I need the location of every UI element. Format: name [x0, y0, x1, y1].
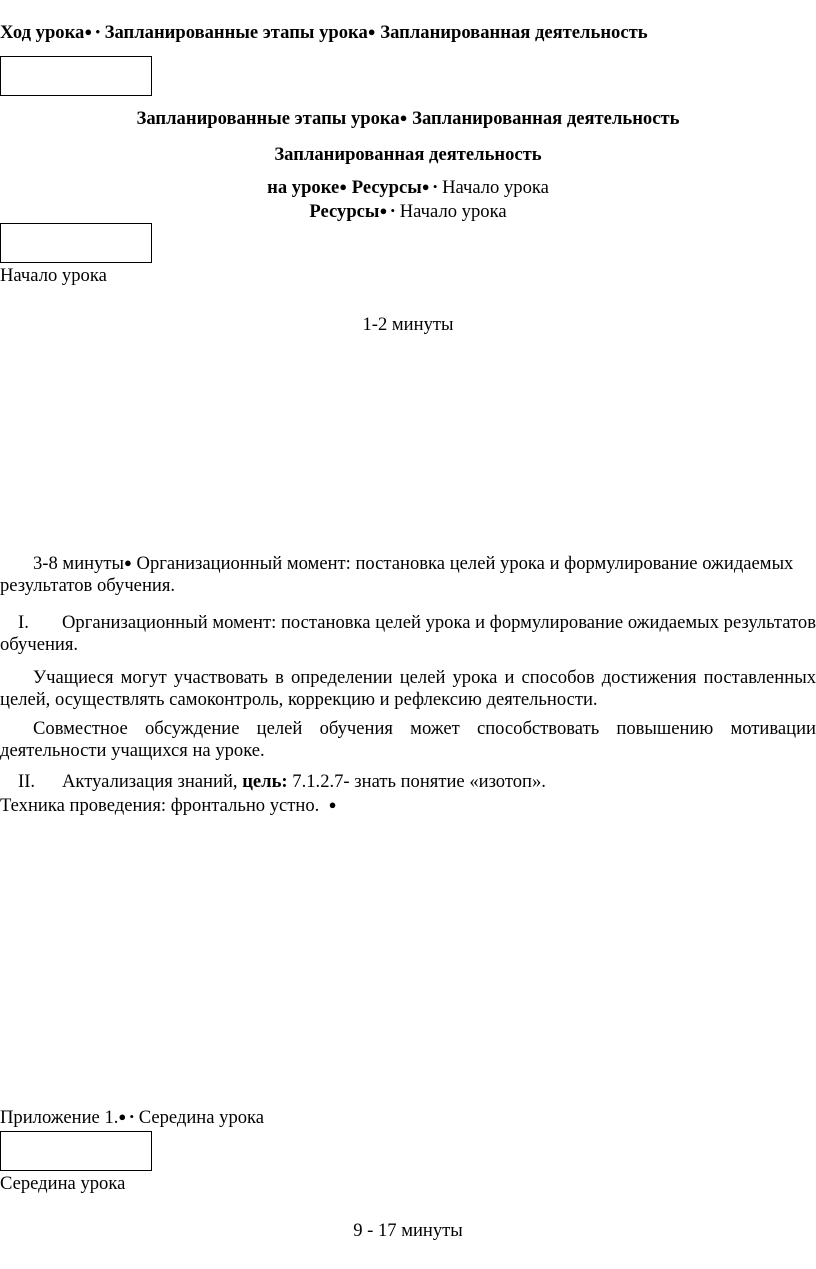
item-ii-text: Актуализация знаний, — [62, 771, 238, 792]
resources-line-2 — [0, 201, 816, 223]
item-ii — [0, 771, 546, 793]
item-i-number: I. — [18, 612, 29, 633]
bullet-icon: ● — [339, 179, 348, 194]
resources2-part2: Начало урока — [399, 201, 507, 222]
bullet-icon: ● — [124, 555, 132, 570]
header-part2: Запланированные этапы урока — [104, 22, 368, 43]
empty-frame — [0, 1131, 152, 1171]
item-i — [0, 612, 816, 657]
appendix-line — [0, 1107, 264, 1129]
bullet-icon: ● • — [118, 1109, 135, 1124]
paragraph-discussion: Совместное обсуждение целей обучения может способствовать повышению мотивации деятельности учащихся на уроке. — [0, 718, 816, 762]
paragraph-3-8 — [0, 553, 816, 598]
bullet-icon: ● • — [421, 179, 438, 194]
paragraph-3-8-text: Организационный момент: постановка целей урока и формулирование ожидаемых результатов обучения. — [0, 553, 794, 597]
resources-part1: на уроке — [267, 177, 340, 198]
appendix-part2: Середина урока — [138, 1107, 265, 1128]
start-label: Начало урока — [0, 265, 107, 286]
middle-label: Середина урока — [0, 1173, 126, 1194]
resources-part2: Ресурсы — [351, 177, 422, 198]
time-3-8: 3-8 минуты — [33, 553, 125, 574]
resources-line — [0, 177, 816, 199]
heading-stages-part1: Запланированные этапы урока — [136, 108, 400, 129]
item-ii-number: II. — [18, 771, 36, 792]
item-ii-goal-label: цель: — [242, 771, 288, 792]
appendix-part1: Приложение 1. — [0, 1107, 119, 1128]
technique-line — [0, 795, 336, 817]
item-ii-goal-text: 7.1.2.7- знать понятие «изотоп». — [292, 771, 546, 792]
heading-activity: Запланированная деятельность — [274, 144, 542, 165]
resources2-part1: Ресурсы — [309, 201, 380, 222]
empty-frame — [0, 223, 152, 263]
bullet-icon: ● — [367, 24, 376, 39]
header-part1: Ход урока — [0, 22, 85, 43]
heading-stages-part2: Запланированная деятельность — [412, 108, 680, 129]
bullet-icon: ● • — [379, 203, 396, 218]
heading-stages — [0, 108, 816, 130]
time-9-17: 9 - 17 минуты — [353, 1220, 463, 1241]
technique-text: Техника проведения: фронтально устно. — [0, 795, 320, 816]
time-1-2: 1-2 минуты — [362, 314, 454, 335]
bullet-icon: ● • — [84, 24, 100, 39]
header-part3: Запланированная деятельность — [380, 22, 648, 43]
item-i-text: Организационный момент: постановка целей урока и формулирование ожидаемых результатов обучения. — [0, 612, 816, 656]
resources-part3: Начало урока — [442, 177, 549, 198]
paragraph-students: Учащиеся могут участвовать в определении целей урока и способов достижения поставленных целей, осуществлять самоконтроль, коррекцию и рефлексию деятельности. — [0, 667, 816, 711]
header-line — [0, 22, 648, 44]
empty-frame — [0, 56, 152, 96]
bullet-icon: ● — [399, 110, 408, 125]
bullet-icon: ● — [328, 797, 337, 812]
